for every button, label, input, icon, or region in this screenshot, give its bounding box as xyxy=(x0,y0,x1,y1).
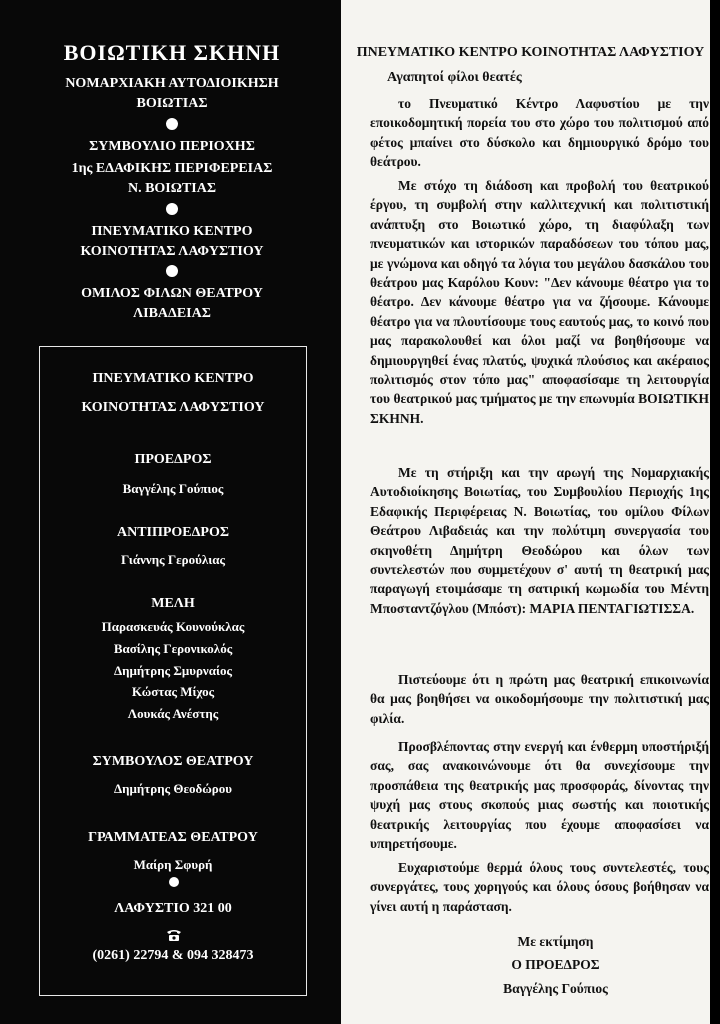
org-prefecture-line2: ΒΟΙΩΤΙΑΣ xyxy=(136,96,208,111)
vice-role: ΑΝΤΙΠΡΟΕΔΡΟΣ xyxy=(116,525,230,540)
members-role: ΜΕΛΗ xyxy=(151,596,195,611)
advisor-role: ΣΥΜΒΟΥΛΟΣ ΘΕΑΤΡΟΥ xyxy=(92,754,254,769)
paragraph: Προσβλέποντας στην ενεργή και ένθερμη υποστήριξή σας, σας ανακοινώνουμε ότι θα συνεχίσουμε την προσπάθεια της θεατρικής μας προσφοράς, δίνοντας την ψυχή μας στους σκοπούς μιας σωστής και ποιοτικής θεατρικής λειτουργίας που έχουμε αποφασίσει να υπηρετήσουμε. xyxy=(370,739,709,852)
member-name: Δημήτρης Σμυρναίος xyxy=(113,663,232,678)
bullet-dot xyxy=(166,118,178,130)
advisor-name: Δημήτρης Θεοδώρου xyxy=(114,781,232,796)
greeting: Αγαπητοί φίλοι θεατές xyxy=(387,70,522,85)
theatre-title: ΒΟΙΩΤΙΚΗ ΣΚΗΝΗ xyxy=(63,40,281,65)
secretary-name: Μαίρη Σφυρή xyxy=(133,857,213,872)
org-council-line2: 1ης ΕΔΑΦΙΚΗΣ ΠΕΡΙΦΕΡΕΙΑΣ xyxy=(71,161,273,176)
bullet-dot xyxy=(166,265,178,277)
paragraph: το Πνευματικό Κέντρο Λαφυστίου με την εποικοδομητική πορεία του στο χώρο του πολιτισμού από φέτος μπαίνει στο δύσκολο και δημιουργικό δρόμο του θεάτρου. xyxy=(370,96,709,170)
org-center-line2: ΚΟΙΝΟΤΗΤΑΣ ΛΑΦΥΣΤΙΟΥ xyxy=(80,244,264,259)
president-name: Βαγγέλης Γούπιος xyxy=(122,481,224,496)
org-friends-line2: ΛΙΒΑΔΕΙΑΣ xyxy=(133,306,211,321)
signer-role: Ο ΠΡΟΕΔΡΟΣ xyxy=(511,957,600,972)
box-header-line2: ΚΟΙΝΟΤΗΤΑΣ ΛΑΦΥΣΤΙΟΥ xyxy=(81,400,265,415)
member-name: Λουκάς Ανέστης xyxy=(127,706,219,721)
org-council-line1: ΣΥΜΒΟΥΛΙΟ ΠΕΡΙΟΧΗΣ xyxy=(89,139,255,154)
bullet-dot xyxy=(169,877,179,887)
member-name: Βασίλης Γερονικολός xyxy=(113,641,233,656)
address: ΛΑΦΥΣΤΙΟ 321 00 xyxy=(114,901,232,916)
letter-heading: ΠΝΕΥΜΑΤΙΚΟ ΚΕΝΤΡΟ ΚΟΙΝΟΤΗΤΑΣ ΛΑΦΥΣΤΙΟΥ xyxy=(356,45,705,60)
president-role: ΠΡΟΕΔΡΟΣ xyxy=(134,452,212,467)
paragraph: Ευχαριστούμε θερμά όλους τους συντελεστές, τους συνεργάτες, τους χορηγούς και όλους όσους βοήθησαν να γίνει αυτή η παράσταση. xyxy=(370,860,709,914)
paragraph: Πιστεύουμε ότι η πρώτη μας θεατρική επικοινωνία θα μας βοηθήσει να οικοδομήσουμε την πολιτιστική μας φιλία. xyxy=(370,672,709,726)
box-header-line1: ΠΝΕΥΜΑΤΙΚΟ ΚΕΝΤΡΟ xyxy=(92,371,254,386)
edge-bar xyxy=(710,0,720,1024)
left-panel xyxy=(0,0,341,1024)
org-council-line3: Ν. ΒΟΙΩΤΙΑΣ xyxy=(127,181,217,196)
secretary-role: ΓΡΑΜΜΑΤΕΑΣ ΘΕΑΤΡΟΥ xyxy=(88,830,258,845)
paragraph: Με τη στήριξη και την αρωγή της Νομαρχιακής Αυτοδιοίκησης Βοιωτίας, του Συμβουλίου Περιοχής 1ης Εδαφικής Περιφέρειας Ν. Βοιωτίας, του ομίλου Φίλων Θεάτρου Λιβαδειάς και την πολύτιμη συνεργασία του σκηνοθέτη Δημήτρη Θεοδώρου και όλων των συντελεστών που συμμετέχουν σ' αυτή τη θεατρική μας παραγωγή ετοιμάσαμε τη σατιρική κωμωδία του Μέντη Μποσταντζόγλου (Μπόστ): ΜΑΡΙΑ ΠΕΝΤΑΓΙΩΤΙΣΣΑ. xyxy=(370,465,709,616)
org-prefecture-line1: ΝΟΜΑΡΧΙΑΚΗ ΑΥΤΟΔΙΟΙΚΗΣΗ xyxy=(65,76,279,91)
vice-name: Γιάννης Γερούλιας xyxy=(120,552,226,567)
bullet-dot xyxy=(166,203,178,215)
telephone-icon xyxy=(166,929,182,941)
member-name: Παρασκευάς Κουνούκλας xyxy=(101,619,245,634)
signer-name: Βαγγέλης Γούπιος xyxy=(503,981,608,996)
closing: Με εκτίμηση xyxy=(517,934,594,949)
org-friends-line1: ΟΜΙΛΟΣ ΦΙΛΩΝ ΘΕΑΤΡΟΥ xyxy=(81,286,263,301)
right-panel xyxy=(341,0,720,1024)
member-name: Κώστας Μίχος xyxy=(131,684,215,699)
org-center-line1: ΠΝΕΥΜΑΤΙΚΟ ΚΕΝΤΡΟ xyxy=(91,224,253,239)
phone-numbers: (0261) 22794 & 094 328473 xyxy=(92,948,254,963)
paragraph: Με στόχο τη διάδοση και προβολή του θεατρικού έργου, τη συμβολή στην καλλιτεχνική και πολιτιστική ανάπτυξη στο Βοιωτικό χώρο, τη διαφύλαξη των πνευματικών και ιστορικών παραδόσεων του τόπου μας, με γνώμονα και οδηγό τα λόγια του μεγάλου δασκάλου του θεάτρου μας Καρόλου Κουν: "Δεν κάνουμε θέατρο για το θέατρο. Δεν κάνουμε θέατρο για να ζήσουμε. Κάνουμε θέατρο για να πλουτίσουμε τους εαυτούς μας, το κοινό που μας παρακολουθεί και όλοι μαζί να βοηθήσουμε να δημιουργηθεί ένας πλατύς, ψυχικά πλούσιος και ακέραιος πολιτισμός στον τόπο μας" αποφασίσαμε τη λειτουργία του θεατρικού μας τμήματος με την επωνυμία ΒΟΙΩΤΙΚΗ ΣΚΗΝΗ. xyxy=(370,178,709,426)
